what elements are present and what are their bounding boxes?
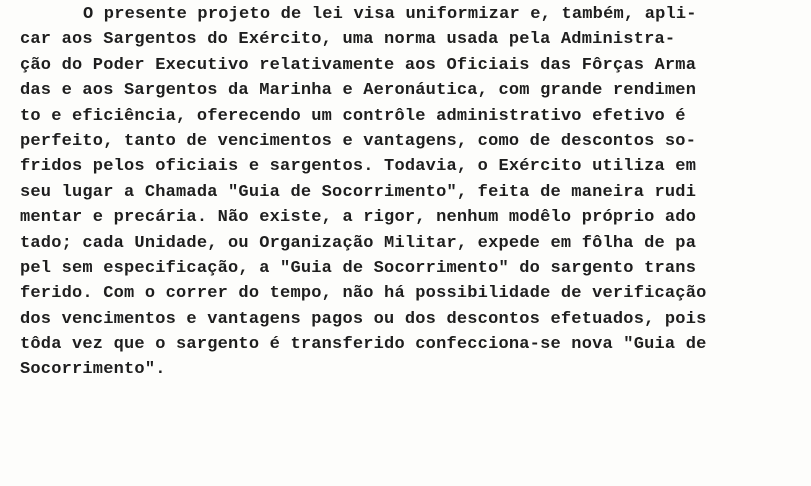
text-line-9: mentar e precária. Não existe, a rigor, nenhum modêlo próprio ado <box>20 208 697 228</box>
text-line-5: to e eficiência, oferecendo um contrôle administrativo efetivo é <box>20 106 686 126</box>
body-paragraph <box>20 2 811 383</box>
text-line-2: car aos Sargentos do Exército, uma norma usada pela Administra- <box>20 30 676 50</box>
text-line-13: dos vencimentos e vantagens pagos ou dos descontos efetuados, pois <box>20 309 707 329</box>
text-line-7: fridos pelos oficiais e sargentos. Todavia, o Exército utiliza em <box>20 157 697 177</box>
text-line-15: Socorrimento". <box>20 360 166 380</box>
text-line-1: O presente projeto de lei visa uniformizar e, também, apli- <box>83 5 697 24</box>
text-line-10: tado; cada Unidade, ou Organização Militar, expede em fôlha de pa <box>20 233 697 253</box>
text-line-3: ção do Poder Executivo relativamente aos Oficiais das Fôrças Arma <box>20 55 697 75</box>
text-line-8: seu lugar a Chamada "Guia de Socorrimento", feita de maneira rudi <box>20 182 697 202</box>
text-line-4: das e aos Sargentos da Marinha e Aeronáutica, com grande rendimen <box>20 81 697 101</box>
text-line-11: pel sem especificação, a "Guia de Socorrimento" do sargento trans <box>20 258 697 278</box>
text-line-12: ferido. Com o correr do tempo, não há possibilidade de verificação <box>20 284 707 304</box>
text-line-6: perfeito, tanto de vencimentos e vantagens, como de descontos so- <box>20 131 697 151</box>
text-line-14: tôda vez que o sargento é transferido confecciona-se nova "Guia de <box>20 335 707 355</box>
